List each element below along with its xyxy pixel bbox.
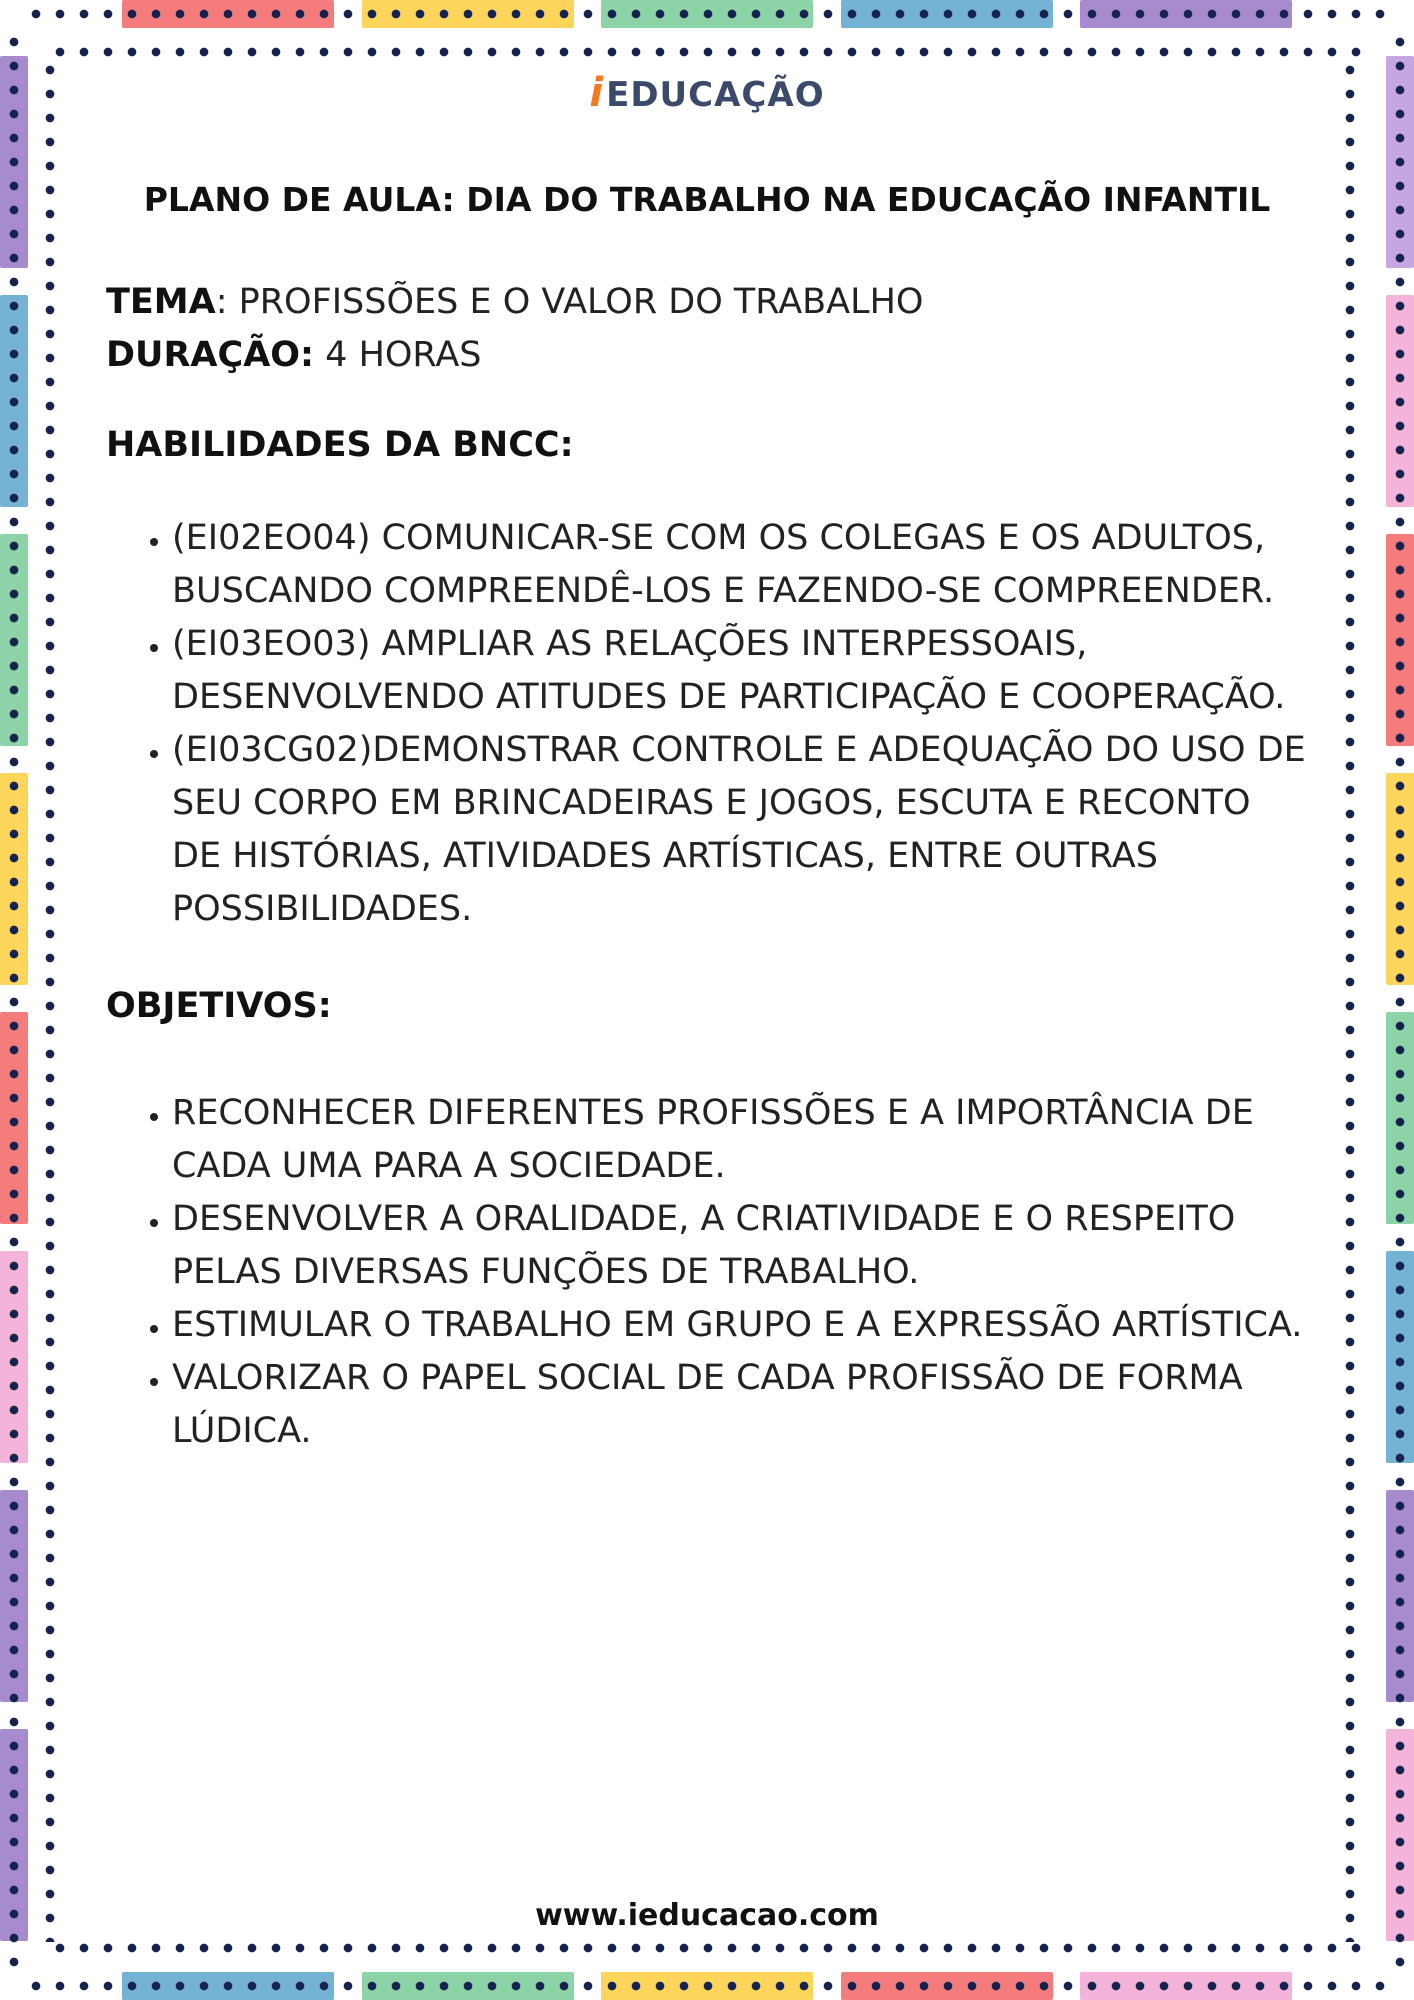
- list-item: • RECONHECER DIFERENTES PROFISSÕES E A IMPORTÂNCIA DE CADA UMA PARA A SOCIEDADE.: [172, 1087, 1306, 1193]
- dots-right-outer: [1394, 30, 1406, 1970]
- list-item: • (EI02EO04) COMUNICAR-SE COM OS COLEGAS E OS ADULTOS, BUSCANDO COMPREENDÊ-LOS E FAZENDO-SE COMPREENDER.: [172, 512, 1306, 618]
- logo-i-icon: i: [589, 70, 605, 116]
- dots-bottom-inner: [48, 1942, 1366, 1954]
- tema-value: : PROFISSÕES E O VALOR DO TRABALHO: [215, 282, 924, 322]
- list-item: • DESENVOLVER A ORALIDADE, A CRIATIVIDADE E O RESPEITO PELAS DIVERSAS FUNÇÕES DE TRABALHO.: [172, 1193, 1306, 1299]
- list-item: • ESTIMULAR O TRABALHO EM GRUPO E A EXPRESSÃO ARTÍSTICA.: [172, 1299, 1306, 1352]
- logo-text: EDUCAÇÃO: [606, 75, 825, 115]
- dots-right-inner: [1344, 58, 1356, 1942]
- habilidades-heading: HABILIDADES DA BNCC:: [106, 425, 574, 465]
- objetivos-list: [106, 1087, 1306, 1458]
- dots-left-outer: [8, 30, 20, 1970]
- list-item: • (EI03EO03) AMPLIAR AS RELAÇÕES INTERPESSOAIS, DESENVOLVENDO ATITUDES DE PARTICIPAÇÃO E COOPERAÇÃO.: [172, 618, 1306, 724]
- list-item: • VALORIZAR O PAPEL SOCIAL DE CADA PROFISSÃO DE FORMA LÚDICA.: [172, 1352, 1306, 1458]
- page-title: PLANO DE AULA: DIA DO TRABALHO NA EDUCAÇÃO INFANTIL: [143, 180, 1271, 219]
- objetivos-heading: OBJETIVOS:: [106, 986, 332, 1026]
- duracao-line: [106, 329, 1306, 382]
- list-item: • (EI03CG02)DEMONSTRAR CONTROLE E ADEQUAÇÃO DO USO DE SEU CORPO EM BRINCADEIRAS E JOGOS, ESCUTA E RECONTO DE HISTÓRIAS, ATIVIDADES ARTÍSTICAS, ENTRE OUTRAS POSSIBILIDADES.: [172, 724, 1306, 936]
- tema-label: TEMA: [106, 282, 216, 322]
- dots-top-outer: [24, 8, 1390, 20]
- duracao-label: DURAÇÃO:: [106, 335, 315, 375]
- duracao-value: 4 HORAS: [314, 335, 482, 375]
- lesson-plan-body: [106, 276, 1306, 1458]
- habilidades-list: [106, 512, 1306, 936]
- footer-url[interactable]: www.ieducacao.com: [535, 1898, 879, 1933]
- tema-line: [106, 276, 1306, 329]
- ieducacao-logo: [0, 70, 1414, 116]
- dots-bottom-outer: [24, 1980, 1390, 1992]
- dots-top-inner: [48, 46, 1366, 58]
- dots-left-inner: [44, 58, 56, 1942]
